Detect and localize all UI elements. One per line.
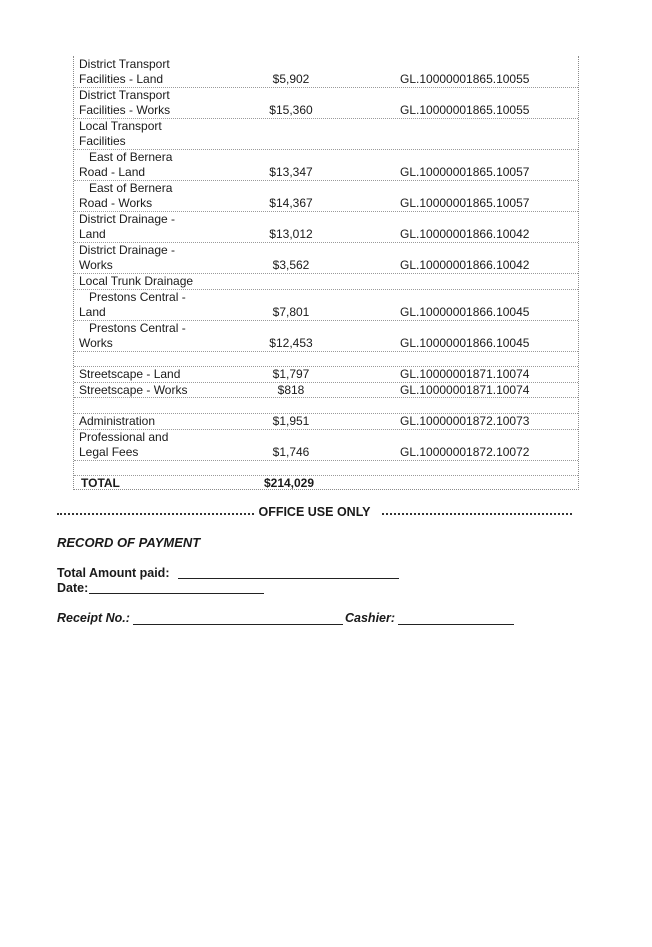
gl-code-cell: GL.10000001866.10042 bbox=[400, 227, 530, 241]
amount-cell: $818 bbox=[277, 383, 305, 397]
amount-cell: $15,360 bbox=[269, 103, 313, 117]
gl-code-cell: GL.10000001866.10045 bbox=[400, 336, 530, 350]
office-use-divider bbox=[57, 505, 572, 521]
record-of-payment-title: RECORD OF PAYMENT bbox=[57, 535, 201, 550]
cashier-label: Cashier: bbox=[345, 611, 396, 625]
gl-code-cell: GL.10000001866.10045 bbox=[400, 305, 530, 319]
item-cell: Professional and Legal Fees bbox=[79, 430, 169, 460]
total-amount: $214,029 bbox=[263, 476, 315, 490]
gl-code-cell: GL.10000001871.10074 bbox=[400, 383, 530, 397]
office-use-heading: OFFICE USE ONLY bbox=[254, 505, 374, 519]
total-row bbox=[74, 475, 578, 490]
table-row bbox=[74, 242, 578, 274]
amount-cell: $12,453 bbox=[269, 336, 313, 350]
table-row bbox=[74, 149, 578, 181]
item-cell: Prestons Central - Works bbox=[79, 321, 186, 351]
table-row bbox=[74, 382, 578, 398]
item-cell: Streetscape - Works bbox=[79, 383, 188, 397]
amount-cell: $5,902 bbox=[272, 72, 310, 86]
gl-code-cell: GL.10000001865.10057 bbox=[400, 196, 530, 210]
table-row bbox=[74, 413, 578, 430]
gl-code-cell: GL.10000001866.10042 bbox=[400, 258, 530, 272]
cashier-field[interactable] bbox=[398, 624, 514, 625]
table-row bbox=[74, 180, 578, 212]
gl-code-cell: GL.10000001872.10073 bbox=[400, 414, 530, 428]
gl-code-cell: GL.10000001865.10057 bbox=[400, 165, 530, 179]
item-cell: Local Trunk Drainage bbox=[79, 274, 194, 288]
gl-code-cell: GL.10000001865.10055 bbox=[400, 103, 530, 117]
amount-cell: $3,562 bbox=[272, 258, 310, 272]
total-label: TOTAL bbox=[81, 476, 120, 490]
item-cell: District Transport Facilities - Land bbox=[79, 57, 170, 87]
table-row bbox=[74, 118, 578, 150]
table-row bbox=[74, 56, 578, 88]
gl-code-cell: GL.10000001865.10055 bbox=[400, 72, 530, 86]
table-row bbox=[74, 320, 578, 352]
item-cell: East of Bernera Road - Land bbox=[79, 150, 173, 180]
receipt-label: Receipt No.: bbox=[57, 611, 130, 625]
amount-cell: $14,367 bbox=[269, 196, 313, 210]
amount-cell: $1,951 bbox=[272, 414, 310, 428]
gl-code-cell: GL.10000001872.10072 bbox=[400, 445, 530, 459]
amount-cell: $13,012 bbox=[269, 227, 313, 241]
contributions-table bbox=[73, 56, 579, 490]
item-cell: Local Transport Facilities bbox=[79, 119, 162, 149]
item-cell: East of Bernera Road - Works bbox=[79, 181, 173, 211]
date-label: Date: bbox=[57, 581, 89, 595]
gl-code-cell: GL.10000001871.10074 bbox=[400, 367, 530, 381]
date-field[interactable] bbox=[89, 593, 264, 594]
table-row-spacer bbox=[74, 351, 578, 367]
table-row bbox=[74, 273, 578, 290]
item-cell: District Drainage - Works bbox=[79, 243, 176, 273]
amount-cell: $1,797 bbox=[272, 367, 310, 381]
table-row bbox=[74, 289, 578, 321]
total-paid-field[interactable] bbox=[178, 578, 399, 579]
item-cell: Administration bbox=[79, 414, 156, 428]
table-row-spacer bbox=[74, 397, 578, 414]
table-row-spacer bbox=[74, 460, 578, 476]
amount-cell: $1,746 bbox=[272, 445, 310, 459]
item-cell: Streetscape - Land bbox=[79, 367, 181, 381]
amount-cell: $7,801 bbox=[272, 305, 310, 319]
item-cell: District Drainage - Land bbox=[79, 212, 176, 242]
table-row bbox=[74, 87, 578, 119]
amount-cell: $13,347 bbox=[269, 165, 313, 179]
table-row bbox=[74, 211, 578, 243]
total-paid-label: Total Amount paid: bbox=[57, 566, 170, 580]
table-row bbox=[74, 366, 578, 383]
item-cell: District Transport Facilities - Works bbox=[79, 88, 171, 118]
table-row bbox=[74, 429, 578, 461]
receipt-field[interactable] bbox=[133, 624, 343, 625]
item-cell: Prestons Central - Land bbox=[79, 290, 186, 320]
